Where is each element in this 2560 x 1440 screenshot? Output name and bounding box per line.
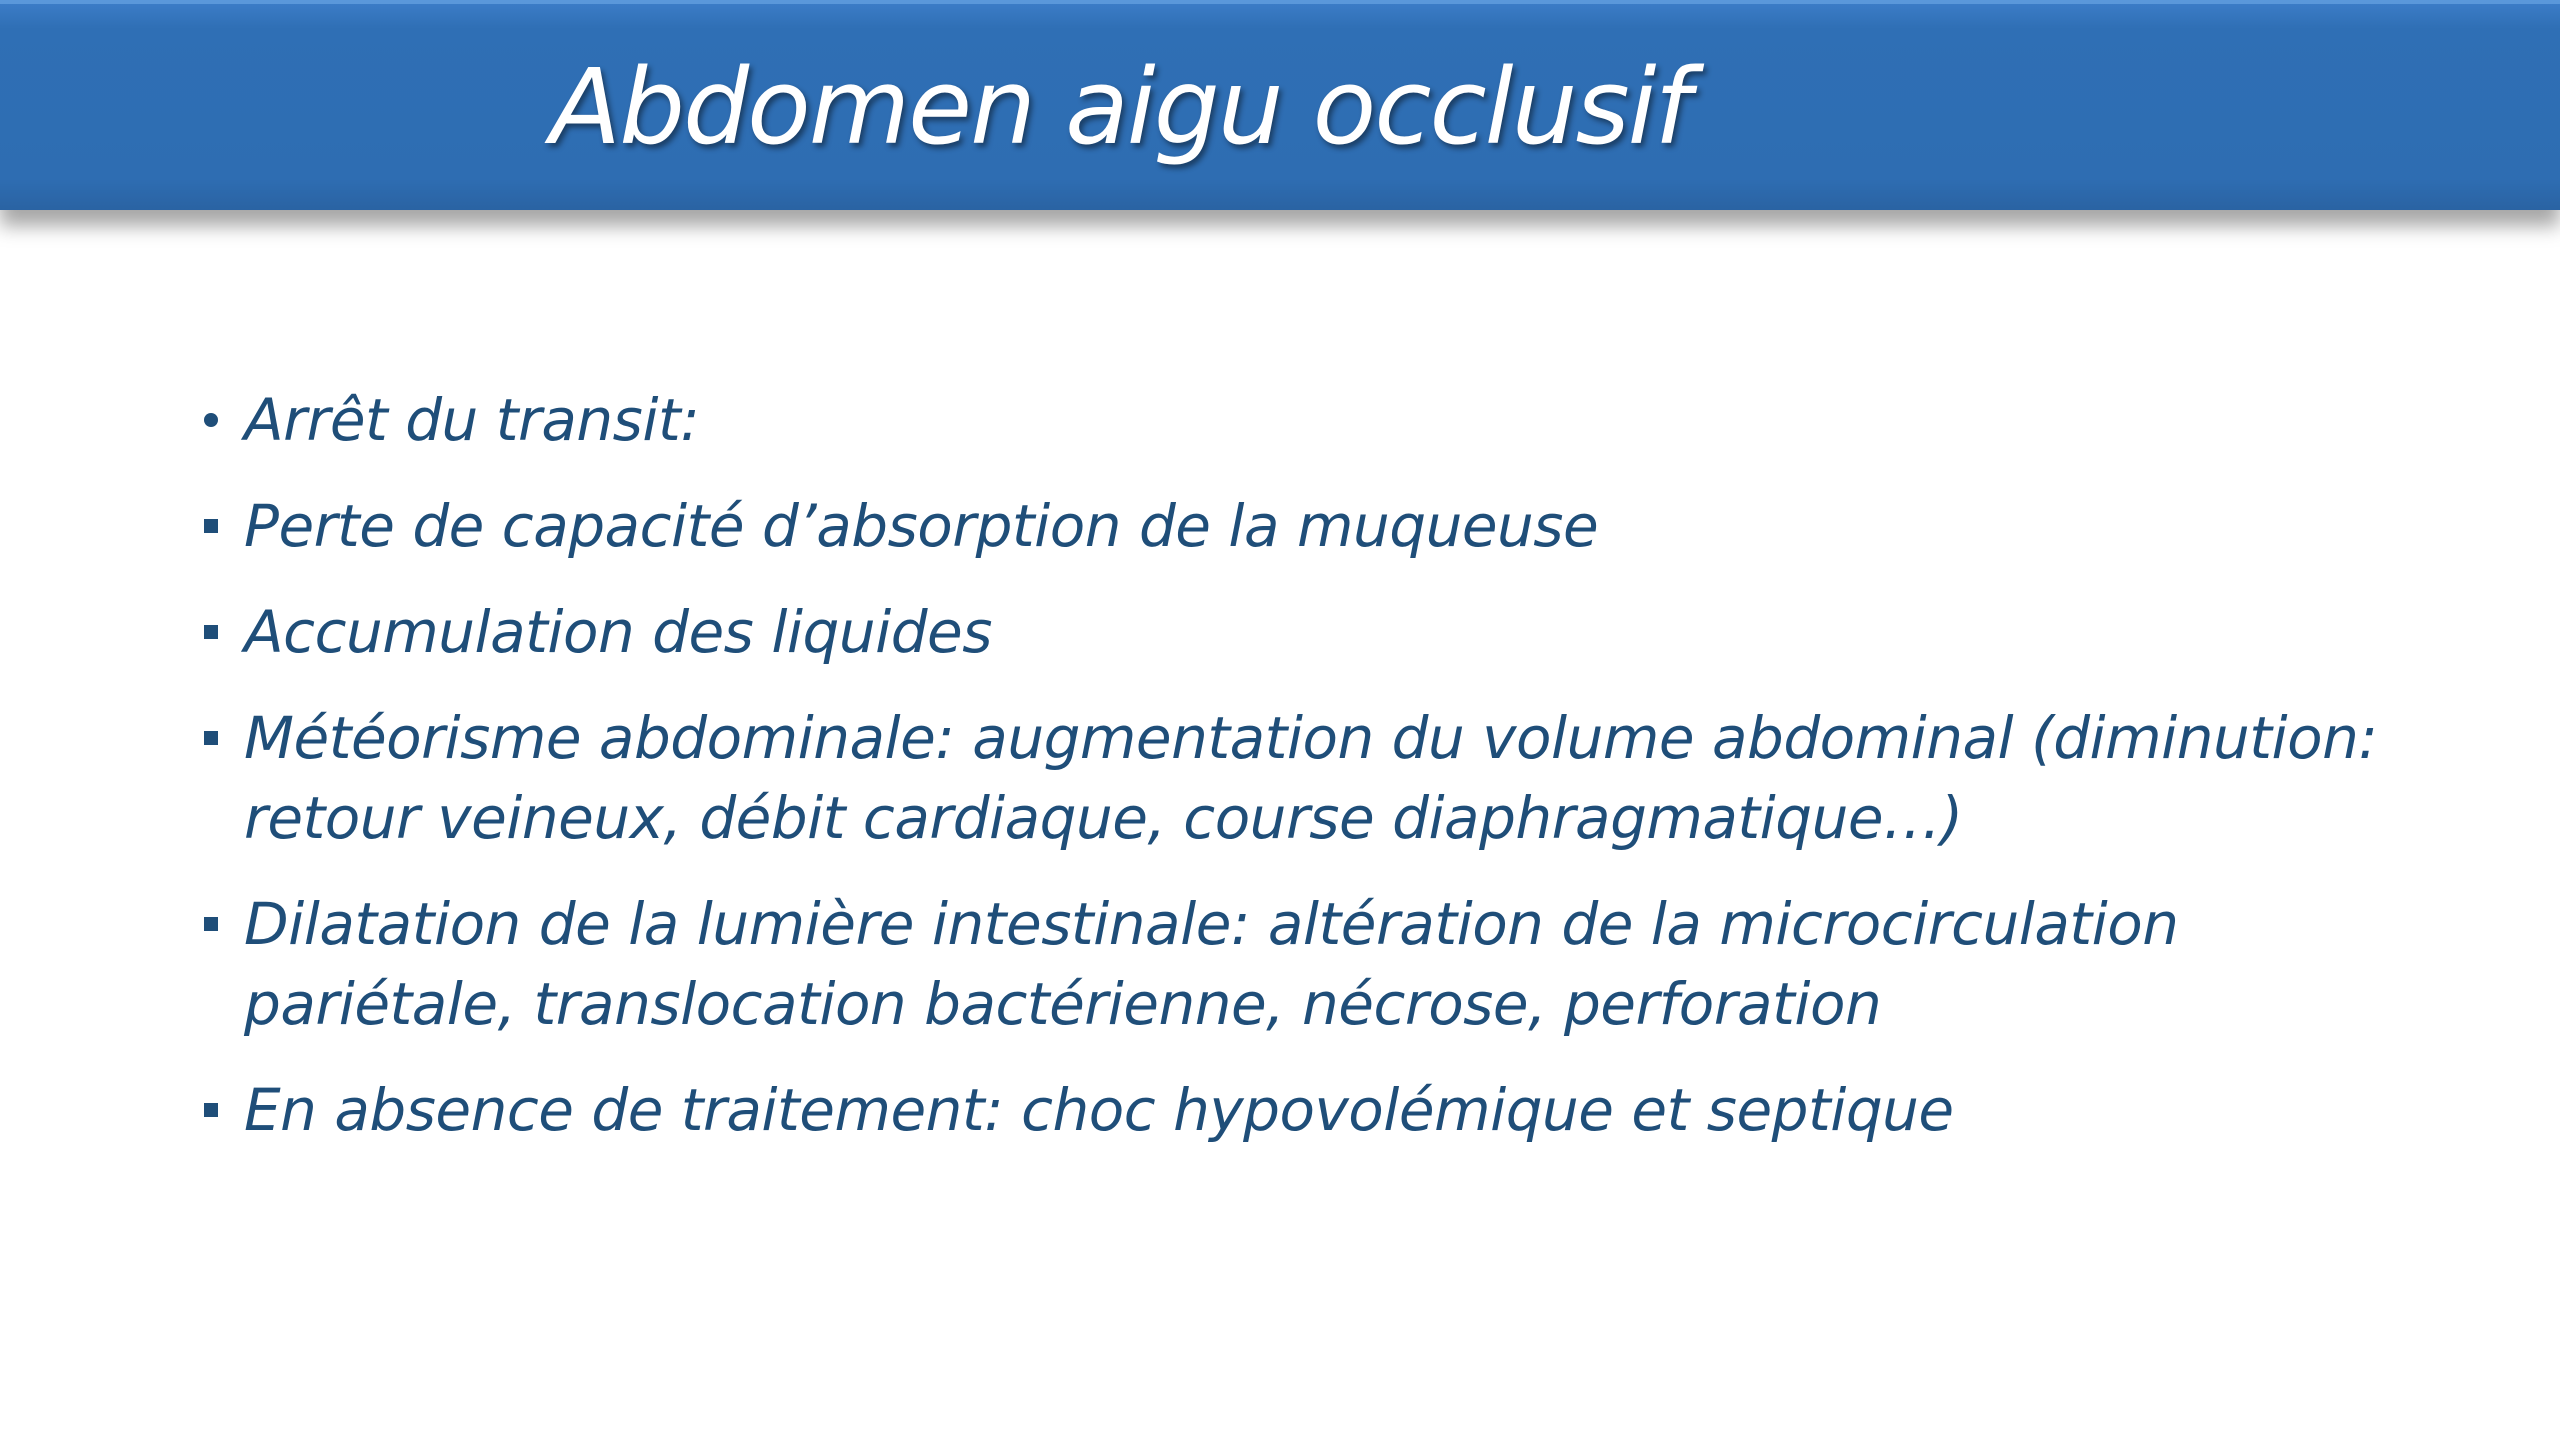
bullet-text: Accumulation des liquides <box>244 598 992 666</box>
bullet-item-dilatation <box>196 884 2426 1044</box>
bullet-item-absorption <box>196 486 2426 566</box>
bullet-text: Météorisme abdominale: augmentation du volume abdominal (diminution: retour veineux, débit cardiaque, course diaphragmatique…) <box>244 704 2378 852</box>
bullet-item-liquides <box>196 592 2426 672</box>
bullet-text: Dilatation de la lumière intestinale: altération de la microcirculation pariétale, translocation bactérienne, nécrose, perforation <box>244 890 2179 1038</box>
bullet-item-traitement <box>196 1070 2426 1150</box>
square-bullet-icon <box>196 884 226 964</box>
square-bullet-icon <box>196 486 226 566</box>
bullet-text: En absence de traitement: choc hypovolémique et septique <box>244 1076 1954 1144</box>
bullet-item-transit <box>196 380 2426 460</box>
square-bullet-icon <box>196 592 226 672</box>
bullet-list <box>196 380 2426 1150</box>
slide-content <box>196 380 2426 1176</box>
bullet-item-meteorisme <box>196 698 2426 858</box>
bullet-text: Arrêt du transit: <box>244 386 700 454</box>
slide-title: Abdomen aigu occlusif <box>550 46 1690 168</box>
bullet-text: Perte de capacité d’absorption de la muqueuse <box>244 492 1599 560</box>
square-bullet-icon <box>196 1070 226 1150</box>
round-bullet-icon <box>196 380 226 460</box>
title-bar <box>0 0 2560 210</box>
square-bullet-icon <box>196 698 226 778</box>
